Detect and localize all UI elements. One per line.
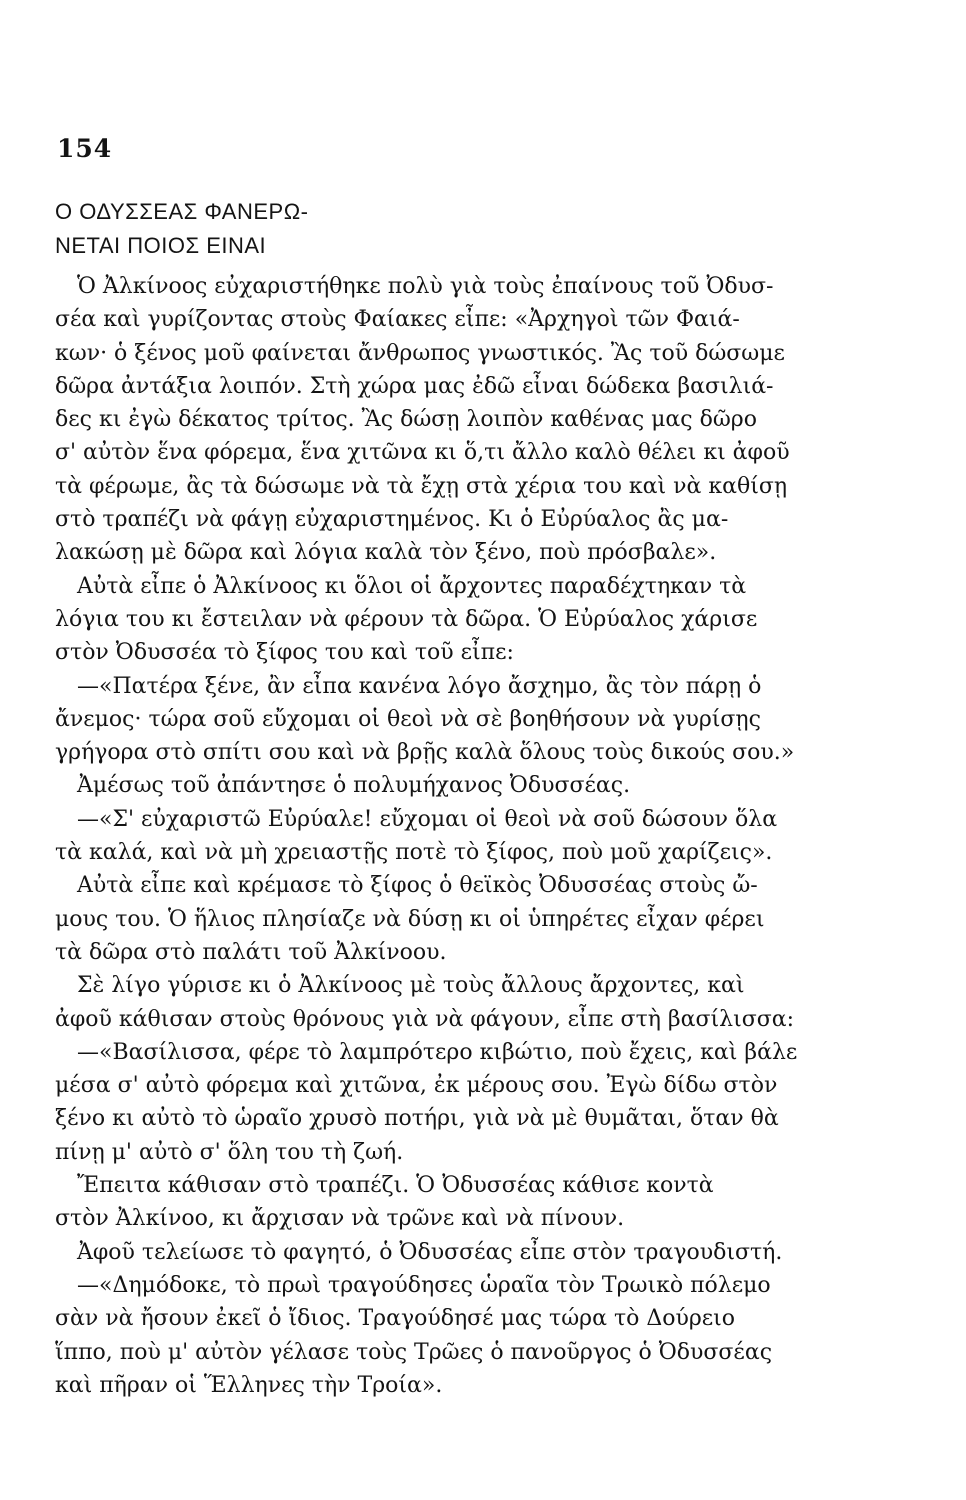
- text-line: Ἀμέσως τοῦ ἀπάντησε ὁ πολυμήχανος Ὀδυσσέας.: [77, 773, 631, 799]
- text-line: στὸ τραπέζι νὰ φάγῃ εὐχαριστημένος. Κι ὁ Εὐρύαλος ἂς μα-: [55, 507, 729, 533]
- text-line: μέσα σ' αὐτὸ φόρεμα καὶ χιτῶνα, ἐκ μέρους σου. Ἐγὼ δίδω στὸν: [55, 1073, 778, 1099]
- text-line: —«Σ' εὐχαριστῶ Εὐρύαλε! εὔχομαι οἱ θεοὶ νὰ σοῦ δώσουν ὅλα: [77, 806, 778, 832]
- text-line: ἀφοῦ κάθισαν στοὺς θρόνους γιὰ νὰ φάγουν, εἶπε στὴ βασίλισσα:: [55, 1006, 795, 1032]
- text-line: Ἔπειτα κάθισαν στὸ τραπέζι. Ὁ Ὀδυσσέας κάθισε κοντὰ: [77, 1173, 714, 1199]
- text-line: Σὲ λίγο γύρισε κι ὁ Ἀλκίνοος μὲ τοὺς ἄλλους ἄρχοντες, καὶ: [77, 973, 745, 999]
- text-line: τὰ δῶρα στὸ παλάτι τοῦ Ἀλκίνοου.: [55, 939, 447, 965]
- text-line: —«Δημόδοκε, τὸ πρωὶ τραγούδησες ὡραῖα τὸν Τρωικὸ πόλεμο: [77, 1272, 771, 1298]
- text-line: γρήγορα στὸ σπίτι σου καὶ νὰ βρῇς καλὰ ὅλους τοὺς δικούς σου.»: [55, 740, 795, 766]
- text-line: σ' αὐτὸν ἕνα φόρεμα, ἕνα χιτῶνα κι ὅ,τι ἄλλο καλὸ θέλει κι ἀφοῦ: [55, 440, 790, 466]
- text-line: πίνῃ μ' αὐτὸ σ' ὅλη του τὴ ζωή.: [55, 1139, 404, 1165]
- text-line: Αὐτὰ εἶπε ὁ Ἀλκίνοος κι ὅλοι οἱ ἄρχοντες παραδέχτηκαν τὰ: [77, 573, 747, 599]
- text-line: Ὁ Ἀλκίνοος εὐχαριστήθηκε πολὺ γιὰ τοὺς ἐπαίνους τοῦ Ὀδυσ-: [77, 274, 774, 299]
- text-line: Αὐτὰ εἶπε καὶ κρέμασε τὸ ξίφος ὁ θεϊκὸς Ὀδυσσέας στοὺς ὤ-: [77, 873, 758, 899]
- text-line: μους του. Ὁ ἥλιος πλησίαζε νὰ δύσῃ κι οἱ ὑπηρέτες εἶχαν φέρει: [55, 906, 765, 932]
- text-line: σέα καὶ γυρίζοντας στοὺς Φαίακες εἶπε: «Ἀρχηγοὶ τῶν Φαιά-: [55, 307, 740, 333]
- text-line: στὸν Ἀλκίνοο, κι ἄρχισαν νὰ τρῶνε καὶ νὰ πίνουν.: [55, 1206, 625, 1232]
- text-line: στὸν Ὀδυσσέα τὸ ξίφος του καὶ τοῦ εἶπε:: [55, 640, 514, 666]
- text-line: —«Πατέρα ξένε, ἂν εἶπα κανένα λόγο ἄσχημο, ἂς τὸν πάρῃ ὁ: [77, 673, 762, 699]
- text-line: Ἀφοῦ τελείωσε τὸ φαγητό, ὁ Ὀδυσσέας εἶπε στὸν τραγουδιστή.: [77, 1239, 783, 1265]
- body-text: [55, 270, 915, 1402]
- text-line: δες κι ἐγὼ δέκατος τρίτος. Ἂς δώσῃ λοιπὸν καθένας μας δῶρο: [55, 407, 757, 433]
- page-number: 154: [57, 134, 113, 163]
- text-line: λόγια του κι ἔστειλαν νὰ φέρουν τὰ δῶρα. Ὁ Εὐρύαλος χάρισε: [55, 606, 758, 632]
- text-line: καὶ πῆραν οἱ Ἕλληνες τὴν Τροία».: [55, 1372, 443, 1398]
- text-line: λακώσῃ μὲ δῶρα καὶ λόγια καλὰ τὸν ξένο, ποὺ πρόσβαλε».: [55, 540, 717, 566]
- text-line: τὰ καλά, καὶ νὰ μὴ χρειαστῇς ποτὲ τὸ ξίφος, ποὺ μοῦ χαρίζεις».: [55, 840, 773, 866]
- text-line: τὰ φέρωμε, ἂς τὰ δώσωμε νὰ τὰ ἔχῃ στὰ χέρια του καὶ νὰ καθίσῃ: [55, 473, 788, 499]
- text-line: ἄνεμος· τώρα σοῦ εὔχομαι οἱ θεοὶ νὰ σὲ βοηθήσουν νὰ γυρίσῃς: [55, 706, 761, 732]
- text-line: ξένο κι αὐτὸ τὸ ὡραῖο χρυσὸ ποτήρι, γιὰ νὰ μὲ θυμᾶται, ὅταν θὰ: [55, 1106, 779, 1132]
- text-line: ἵππο, ποὺ μ' αὐτὸν γέλασε τοὺς Τρῶες ὁ πανοῦργος ὁ Ὀδυσσέας: [55, 1339, 773, 1365]
- chapter-title-line: Ο ΟΔΥΣΣΕΑΣ ΦΑΝΕΡΩ-: [55, 199, 309, 224]
- chapter-title: [55, 195, 308, 263]
- text-line: —«Βασίλισσα, φέρε τὸ λαμπρότερο κιβώτιο, ποὺ ἔχεις, καὶ βάλε: [77, 1039, 798, 1065]
- chapter-title-line: ΝΕΤΑΙ ΠΟΙΟΣ ΕΙΝΑΙ: [55, 233, 267, 258]
- text-line: κων· ὁ ξένος μοῦ φαίνεται ἄνθρωπος γνωστικός. Ἂς τοῦ δώσωμε: [55, 340, 785, 366]
- text-line: σὰν νὰ ἤσουν ἐκεῖ ὁ ἴδιος. Τραγούδησέ μας τώρα τὸ Δούρειο: [55, 1306, 736, 1332]
- text-line: δῶρα ἀντάξια λοιπόν. Στὴ χώρα μας ἐδῶ εἶναι δώδεκα βασιλιά-: [55, 373, 774, 399]
